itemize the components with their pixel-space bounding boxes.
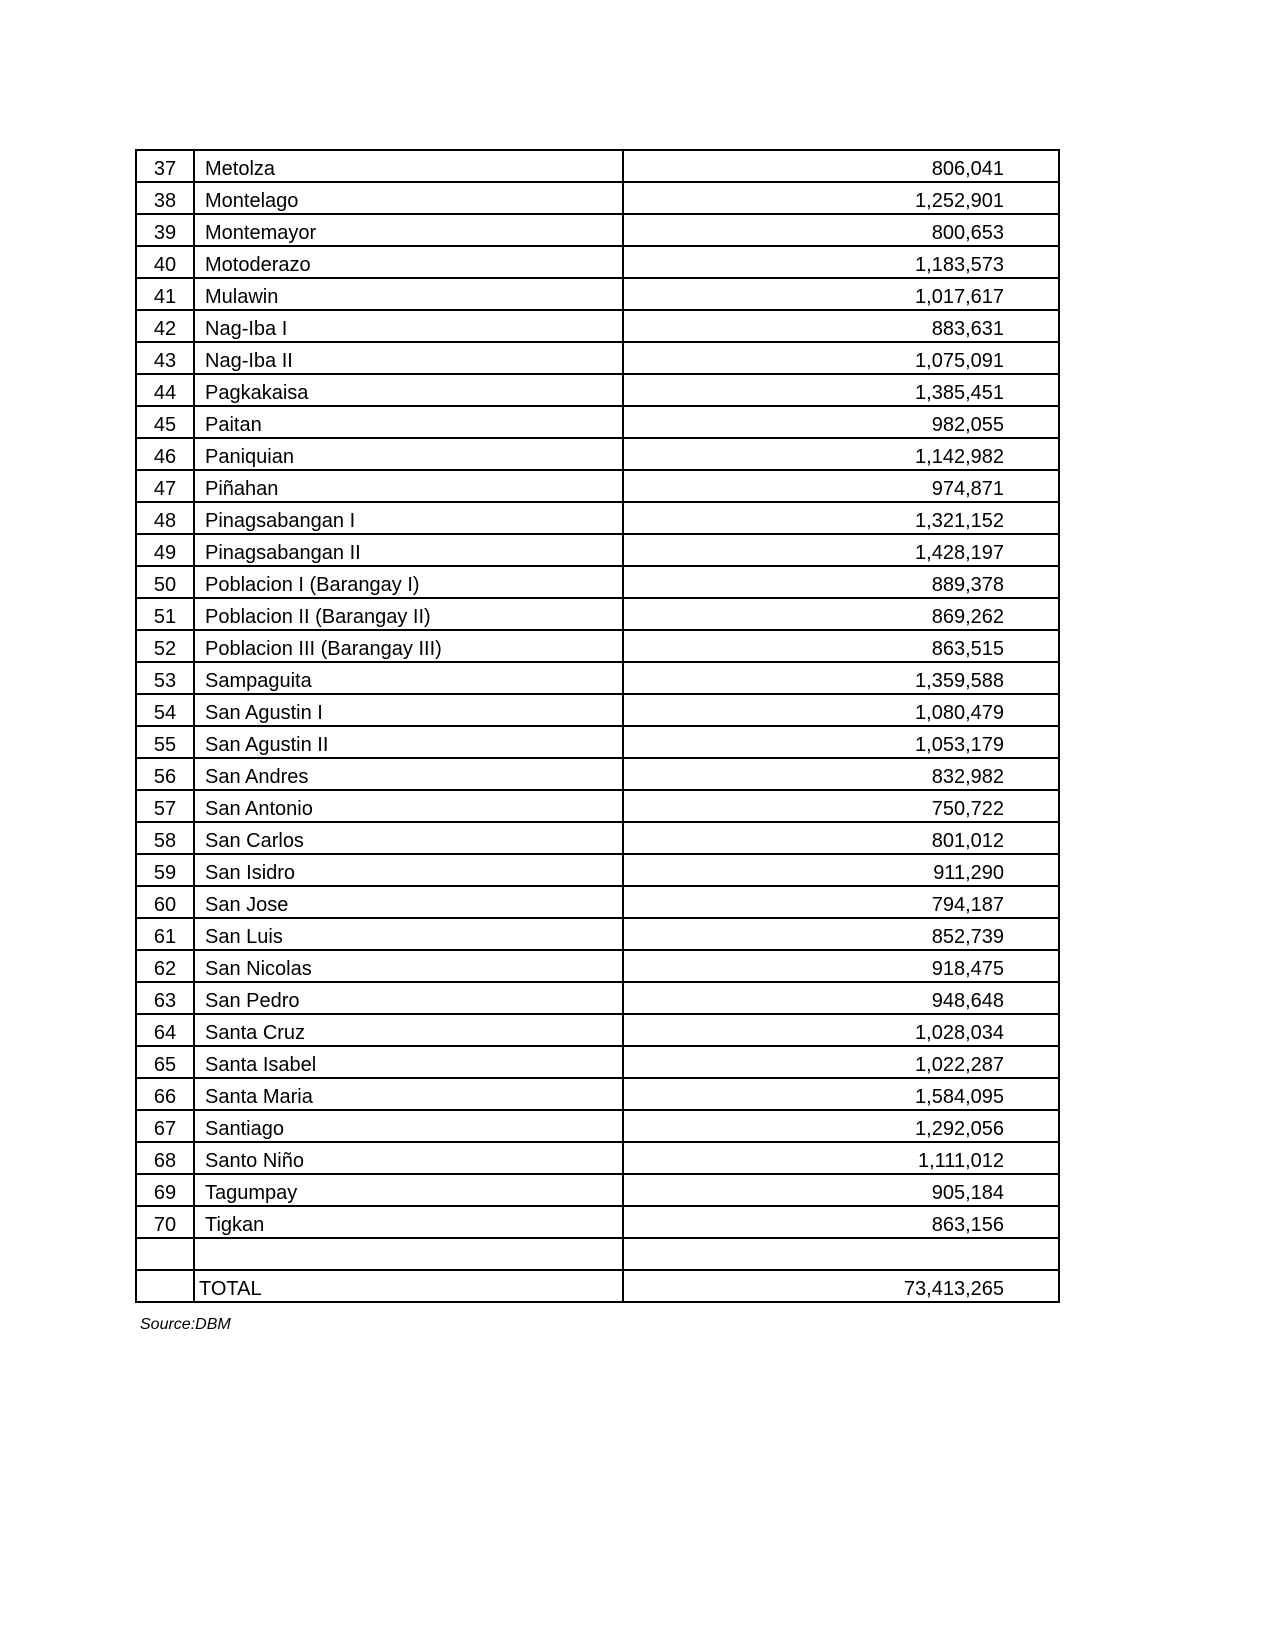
- table-row: [136, 758, 1059, 790]
- barangay-name: San Agustin I: [194, 694, 623, 726]
- allotment-amount: 1,075,091: [623, 342, 1059, 374]
- barangay-name: Santa Maria: [194, 1078, 623, 1110]
- blank-cell-name: [194, 1238, 623, 1270]
- table-row: [136, 342, 1059, 374]
- allotment-amount: 905,184: [623, 1174, 1059, 1206]
- row-number: 64: [136, 1014, 194, 1046]
- row-number: 54: [136, 694, 194, 726]
- table-row: [136, 1206, 1059, 1238]
- row-number: 63: [136, 982, 194, 1014]
- barangay-name: Tigkan: [194, 1206, 623, 1238]
- row-number: 45: [136, 406, 194, 438]
- row-number: 48: [136, 502, 194, 534]
- row-number: 66: [136, 1078, 194, 1110]
- blank-cell-no: [136, 1238, 194, 1270]
- table-row: [136, 566, 1059, 598]
- barangay-name: San Antonio: [194, 790, 623, 822]
- row-number: 62: [136, 950, 194, 982]
- allotment-amount: 869,262: [623, 598, 1059, 630]
- table-row: [136, 694, 1059, 726]
- blank-row: [136, 1238, 1059, 1270]
- barangay-name: Motoderazo: [194, 246, 623, 278]
- allotment-amount: 1,028,034: [623, 1014, 1059, 1046]
- row-number: 58: [136, 822, 194, 854]
- barangay-name: Pagkakaisa: [194, 374, 623, 406]
- row-number: 38: [136, 182, 194, 214]
- barangay-name: Poblacion I (Barangay I): [194, 566, 623, 598]
- table-row: [136, 726, 1059, 758]
- row-number: 61: [136, 918, 194, 950]
- table-row: [136, 918, 1059, 950]
- row-number: 41: [136, 278, 194, 310]
- table-row: [136, 406, 1059, 438]
- row-number: 47: [136, 470, 194, 502]
- row-number: 51: [136, 598, 194, 630]
- table-row: [136, 1078, 1059, 1110]
- barangay-name: San Nicolas: [194, 950, 623, 982]
- table-row: [136, 214, 1059, 246]
- allotment-amount: 1,252,901: [623, 182, 1059, 214]
- allotment-amount: 800,653: [623, 214, 1059, 246]
- allotment-amount: 1,359,588: [623, 662, 1059, 694]
- table-row: [136, 822, 1059, 854]
- table-row: [136, 246, 1059, 278]
- row-number: 57: [136, 790, 194, 822]
- allotment-amount: 1,584,095: [623, 1078, 1059, 1110]
- row-number: 44: [136, 374, 194, 406]
- barangay-name: Mulawin: [194, 278, 623, 310]
- table-row: [136, 790, 1059, 822]
- row-number: 60: [136, 886, 194, 918]
- allotment-amount: 1,080,479: [623, 694, 1059, 726]
- allotment-amount: 948,648: [623, 982, 1059, 1014]
- table-row: [136, 1014, 1059, 1046]
- row-number: 53: [136, 662, 194, 694]
- barangay-name: Pinagsabangan I: [194, 502, 623, 534]
- total-label: TOTAL: [194, 1270, 623, 1302]
- allotment-amount: 982,055: [623, 406, 1059, 438]
- barangay-name: Piñahan: [194, 470, 623, 502]
- row-number: 39: [136, 214, 194, 246]
- allotment-amount: 974,871: [623, 470, 1059, 502]
- row-number: 46: [136, 438, 194, 470]
- table-row: [136, 150, 1059, 182]
- barangay-name: Nag-Iba II: [194, 342, 623, 374]
- table-row: [136, 982, 1059, 1014]
- row-number: 37: [136, 150, 194, 182]
- table-row: [136, 502, 1059, 534]
- barangay-name: San Isidro: [194, 854, 623, 886]
- table-row: [136, 886, 1059, 918]
- allotment-amount: 1,321,152: [623, 502, 1059, 534]
- table-row: [136, 854, 1059, 886]
- row-number: 52: [136, 630, 194, 662]
- barangay-name: Paniquian: [194, 438, 623, 470]
- barangay-name: Santa Cruz: [194, 1014, 623, 1046]
- barangay-name: Sampaguita: [194, 662, 623, 694]
- table-row: [136, 662, 1059, 694]
- allotment-amount: 794,187: [623, 886, 1059, 918]
- allotment-table: [135, 149, 1060, 1303]
- row-number: 68: [136, 1142, 194, 1174]
- barangay-name: San Agustin II: [194, 726, 623, 758]
- row-number: 69: [136, 1174, 194, 1206]
- barangay-name: Metolza: [194, 150, 623, 182]
- table-body: [136, 150, 1059, 1238]
- total-cell-no: [136, 1270, 194, 1302]
- total-row: [136, 1270, 1059, 1302]
- table-row: [136, 598, 1059, 630]
- table-footer: [136, 1238, 1059, 1302]
- table-row: [136, 630, 1059, 662]
- allotment-amount: 1,183,573: [623, 246, 1059, 278]
- table-row: [136, 1174, 1059, 1206]
- row-number: 70: [136, 1206, 194, 1238]
- table-row: [136, 534, 1059, 566]
- barangay-name: San Pedro: [194, 982, 623, 1014]
- allotment-amount: 1,142,982: [623, 438, 1059, 470]
- allotment-amount: 1,385,451: [623, 374, 1059, 406]
- table-row: [136, 182, 1059, 214]
- table-row: [136, 310, 1059, 342]
- blank-cell-amount: [623, 1238, 1059, 1270]
- barangay-name: Paitan: [194, 406, 623, 438]
- table-row: [136, 438, 1059, 470]
- allotment-amount: 1,022,287: [623, 1046, 1059, 1078]
- allotment-amount: 911,290: [623, 854, 1059, 886]
- row-number: 43: [136, 342, 194, 374]
- allotment-amount: 889,378: [623, 566, 1059, 598]
- allotment-amount: 1,428,197: [623, 534, 1059, 566]
- barangay-name: Tagumpay: [194, 1174, 623, 1206]
- barangay-name: San Luis: [194, 918, 623, 950]
- allotment-amount: 806,041: [623, 150, 1059, 182]
- allotment-amount: 1,292,056: [623, 1110, 1059, 1142]
- allotment-amount: 1,111,012: [623, 1142, 1059, 1174]
- row-number: 49: [136, 534, 194, 566]
- allotment-amount: 832,982: [623, 758, 1059, 790]
- allotment-amount: 863,515: [623, 630, 1059, 662]
- barangay-name: Poblacion II (Barangay II): [194, 598, 623, 630]
- barangay-name: Nag-Iba I: [194, 310, 623, 342]
- table-row: [136, 1142, 1059, 1174]
- barangay-name: Poblacion III (Barangay III): [194, 630, 623, 662]
- barangay-name: Santo Niño: [194, 1142, 623, 1174]
- allotment-table-container: [135, 149, 1060, 1303]
- row-number: 50: [136, 566, 194, 598]
- allotment-amount: 1,053,179: [623, 726, 1059, 758]
- barangay-name: Santiago: [194, 1110, 623, 1142]
- table-row: [136, 1046, 1059, 1078]
- barangay-name: San Andres: [194, 758, 623, 790]
- allotment-amount: 852,739: [623, 918, 1059, 950]
- table-row: [136, 950, 1059, 982]
- table-row: [136, 374, 1059, 406]
- allotment-amount: 863,156: [623, 1206, 1059, 1238]
- barangay-name: Montelago: [194, 182, 623, 214]
- row-number: 65: [136, 1046, 194, 1078]
- barangay-name: Santa Isabel: [194, 1046, 623, 1078]
- allotment-amount: 1,017,617: [623, 278, 1059, 310]
- table-row: [136, 470, 1059, 502]
- allotment-amount: 750,722: [623, 790, 1059, 822]
- barangay-name: San Jose: [194, 886, 623, 918]
- allotment-amount: 801,012: [623, 822, 1059, 854]
- row-number: 56: [136, 758, 194, 790]
- row-number: 59: [136, 854, 194, 886]
- barangay-name: Pinagsabangan II: [194, 534, 623, 566]
- row-number: 55: [136, 726, 194, 758]
- allotment-amount: 918,475: [623, 950, 1059, 982]
- barangay-name: San Carlos: [194, 822, 623, 854]
- row-number: 40: [136, 246, 194, 278]
- total-amount: 73,413,265: [623, 1270, 1059, 1302]
- allotment-amount: 883,631: [623, 310, 1059, 342]
- source-note: Source:DBM: [140, 1316, 231, 1333]
- table-row: [136, 1110, 1059, 1142]
- table-row: [136, 278, 1059, 310]
- row-number: 42: [136, 310, 194, 342]
- barangay-name: Montemayor: [194, 214, 623, 246]
- row-number: 67: [136, 1110, 194, 1142]
